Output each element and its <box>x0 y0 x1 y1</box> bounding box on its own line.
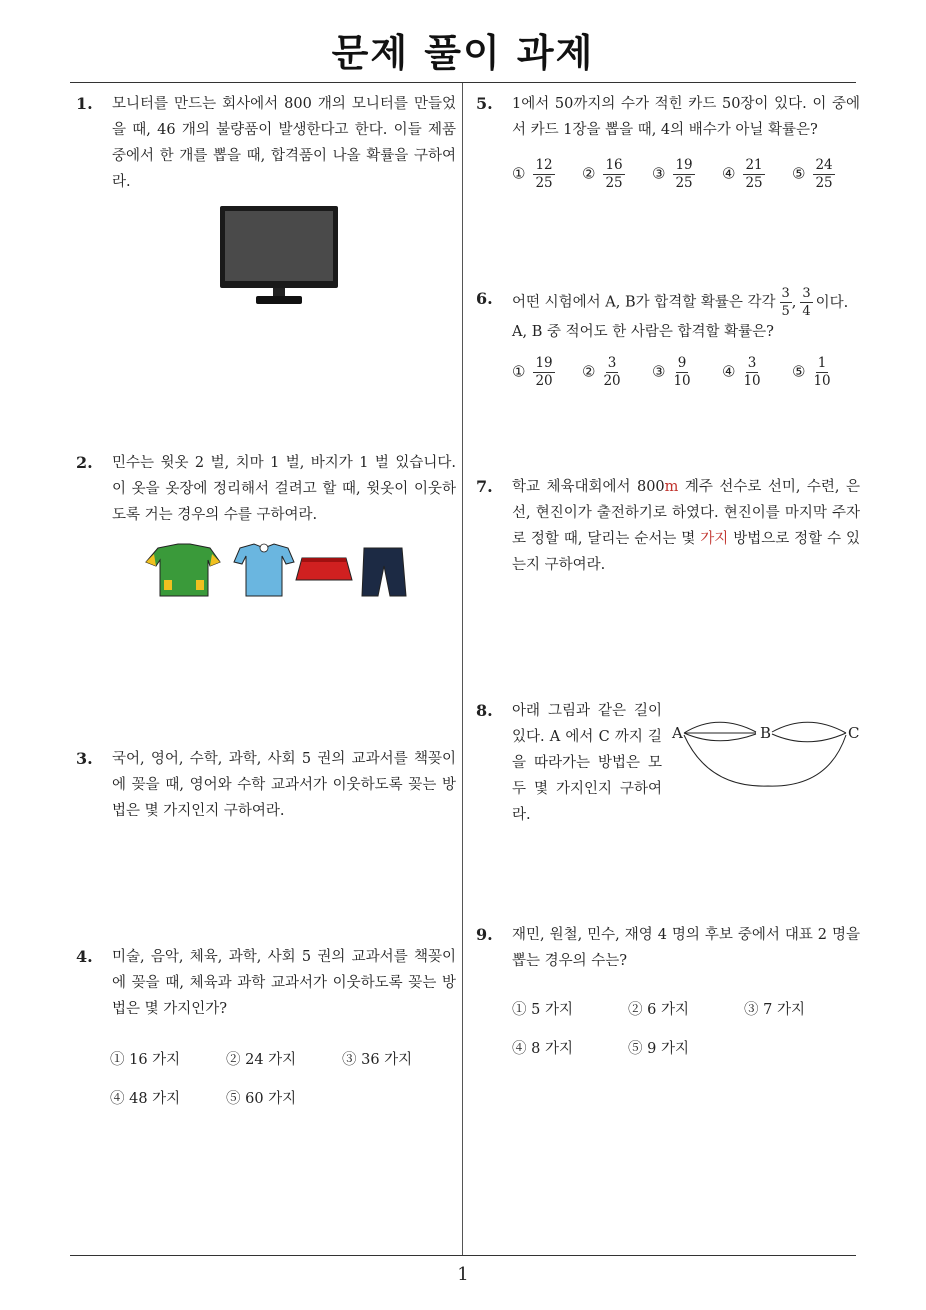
question-5 <box>476 91 860 143</box>
question-text: 미술, 음악, 체육, 과학, 사회 5 권의 교과서를 책꽂이에 꽂을 때, 체육과 과학 교과서가 이웃하도록 꽂는 방법은 몇 가지인가? <box>112 949 456 1017</box>
navy-pants <box>362 548 406 596</box>
question-1 <box>76 91 456 195</box>
question-number: 3. <box>76 749 93 768</box>
question-number: 1. <box>76 94 93 113</box>
choice-1[interactable]: ① $\frac{19}{20}$ <box>512 355 553 389</box>
top-rule <box>70 82 856 83</box>
choice-4[interactable]: ④ $\frac{21}{25}$ <box>722 157 763 191</box>
red-skirt <box>296 558 352 580</box>
question-7 <box>476 474 860 578</box>
choice-2[interactable]: ② $\frac{16}{25}$ <box>582 157 623 191</box>
question-number: 8. <box>476 701 493 720</box>
choice-5[interactable]: ⑤ $\frac{1}{10}$ <box>792 355 831 389</box>
path-diagram <box>668 708 864 792</box>
choice-4[interactable]: ④ 8 가지 <box>512 1041 573 1057</box>
choice-1[interactable]: ① $\frac{12}{25}$ <box>512 157 553 191</box>
question-text: 재민, 원철, 민수, 재영 4 명의 후보 중에서 대표 2 명을 뽑는 경우의 수는? <box>512 927 860 969</box>
choice-3[interactable]: ③ $\frac{19}{25}$ <box>652 157 693 191</box>
question-number: 6. <box>476 289 493 308</box>
question-number: 4. <box>76 947 93 966</box>
label-b: B <box>760 724 772 742</box>
choice-3[interactable]: ③ 7 가지 <box>744 1002 805 1018</box>
question-number: 2. <box>76 453 93 472</box>
choice-3[interactable]: ③ 36 가지 <box>342 1052 413 1068</box>
choice-1[interactable]: ① 16 가지 <box>110 1052 181 1068</box>
question-3 <box>76 746 456 824</box>
choice-5[interactable]: ⑤ 9 가지 <box>628 1041 689 1057</box>
question-6 <box>476 286 866 345</box>
question-number: 5. <box>476 94 493 113</box>
choice-5[interactable]: ⑤ 60 가지 <box>226 1091 297 1107</box>
question-text: 아래 그림과 같은 길이 있다. A 에서 C 까지 길을 따라가는 방법은 모두 몇 가지인지 구하여라. <box>512 703 662 823</box>
monitor-image <box>218 204 340 308</box>
question-9 <box>476 922 860 974</box>
green-top <box>146 544 220 596</box>
question-8 <box>476 698 662 828</box>
question-number: 7. <box>476 477 493 496</box>
label-a: A <box>672 724 683 742</box>
clothes-image <box>140 540 420 602</box>
page-title: 문제 풀이 과제 <box>331 31 595 75</box>
choice-2[interactable]: ② 24 가지 <box>226 1052 297 1068</box>
choice-2[interactable]: ② $\frac{3}{20}$ <box>582 355 621 389</box>
page-number: 1 <box>457 1264 469 1285</box>
choice-3[interactable]: ③ $\frac{9}{10}$ <box>652 355 691 389</box>
choice-4[interactable]: ④ 48 가지 <box>110 1091 181 1107</box>
question-text: 어떤 시험에서 A, B가 합격할 확률은 각각 $\frac{3}{5}$ , $\frac{3}{4}$ 이다. A, B 중 적어도 한 사람은 합격할 확률은? <box>512 286 849 340</box>
column-divider <box>462 83 463 1255</box>
label-c: C <box>848 724 860 742</box>
question-2 <box>76 450 456 528</box>
question-number: 9. <box>476 925 493 944</box>
question-text: 모니터를 만드는 회사에서 800 개의 모니터를 만들었을 때, 46 개의 불량품이 발생한다고 한다. 이들 제품 중에서 한 개를 뽑을 때, 합격품이 나올 확률을 구하여라. <box>112 96 456 190</box>
choice-5[interactable]: ⑤ $\frac{24}{25}$ <box>792 157 833 191</box>
bottom-rule <box>70 1255 856 1256</box>
question-text: 1에서 50까지의 수가 적힌 카드 50장이 있다. 이 중에서 카드 1장을 뽑을 때, 4의 배수가 아닐 확률은? <box>512 96 860 138</box>
choice-2[interactable]: ② 6 가지 <box>628 1002 689 1018</box>
question-text: 학교 체육대회에서 800m 계주 선수로 선미, 수련, 은선, 현진이가 출전하기로 하였다. 현진이를 마지막 주자로 정할 때, 달리는 순서는 몇 가지 방법으로 정할 수 있는지 구하여라. <box>512 479 861 573</box>
question-text: 민수는 윗옷 2 벌, 치마 1 벌, 바지가 1 벌 있습니다. 이 옷을 옷장에 정리해서 걸려고 할 때, 윗옷이 이웃하도록 거는 경우의 수를 구하여라. <box>112 455 456 523</box>
question-text: 국어, 영어, 수학, 과학, 사회 5 권의 교과서를 책꽂이에 꽂을 때, 영어와 수학 교과서가 이웃하도록 꽂는 방법은 몇 가지인지 구하여라. <box>112 751 456 819</box>
question-4 <box>76 944 456 1022</box>
blue-top <box>234 544 294 596</box>
choice-4[interactable]: ④ $\frac{3}{10}$ <box>722 355 761 389</box>
choice-1[interactable]: ① 5 가지 <box>512 1002 573 1018</box>
